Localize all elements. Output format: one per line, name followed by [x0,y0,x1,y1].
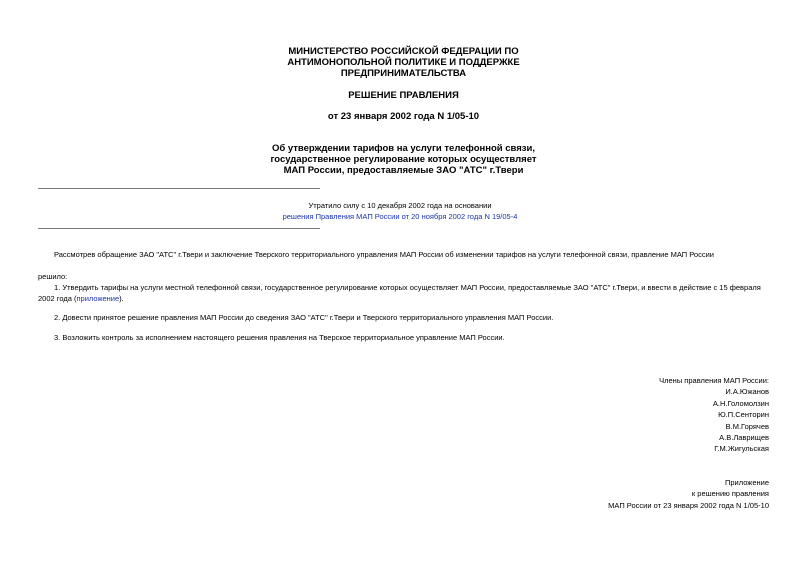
item-2-paragraph: 2. Довести принятое решение правления МАП России до сведения ЗАО "АТС" г.Твери и Тверского территориального управления МАП России. [54,313,554,322]
ministry-line: ПРЕДПРИНИМАТЕЛЬСТВА [340,68,467,79]
appendix-line: МАП России от 23 января 2002 года N 1/05-10 [608,500,769,510]
item-1-paragraph [38,283,770,304]
member-name: А.В.Лаврищев [719,433,769,443]
decision-date: от 23 января 2002 года N 1/05-10 [327,111,480,122]
appendix-link[interactable]: приложение [76,293,120,303]
appendix-header [608,477,769,511]
subject-line: Об утверждении тарифов на услуги телефонной связи, [271,143,536,154]
decision-title: РЕШЕНИЕ ПРАВЛЕНИЯ [348,90,459,101]
appendix-line: Приложение [725,478,769,487]
divider-bottom [38,228,320,229]
resolved-label: решило: [38,272,68,281]
signatures-title: Члены правления МАП России: [659,376,769,385]
ministry-heading [0,46,807,79]
considering-paragraph: Рассмотрев обращение ЗАО "АТС" г.Твери и заключение Тверского территориального управления МАП России об изменении тарифов на услуги телефонной связи, правление МАП России [54,250,714,259]
revocation-text: Утратило силу с 10 декабря 2002 года на основании [308,201,492,210]
item-1-end: ). [119,293,124,303]
item-3-paragraph: 3. Возложить контроль за исполнением настоящего решения правления на Тверское территориальное управление МАП России. [54,333,505,342]
member-name: И.А.Южанов [725,387,769,397]
decision-subject [0,143,807,176]
member-name: А.Н.Голомолзин [712,398,769,408]
item-1-text: 1. Утвердить тарифы на услуги местной телефонной связи, государственное регулирование которых осуществляет МАП России, предоставляемые ЗАО "АТС" г.Твери, и ввести в действие с 15 февраля 2002 года ( [38,283,761,303]
subject-line: МАП России, предоставляемые ЗАО "АТС" г.Твери [283,165,524,176]
revocation-link[interactable]: решения Правления МАП России от 20 ноября 2002 года N 19/05-4 [282,212,518,221]
signatures-block [659,375,769,455]
divider-top [38,188,320,189]
member-name: В.М.Горячев [725,421,769,431]
member-name: Г.М.Жигульская [714,444,769,454]
appendix-line: к решению правления [691,489,769,499]
ministry-line: АНТИМОНОПОЛЬНОЙ ПОЛИТИКЕ И ПОДДЕРЖКЕ [287,57,520,68]
revocation-note [200,200,600,222]
member-name: Ю.П.Сенторин [718,410,769,420]
subject-line: государственное регулирование которых осуществляет [270,154,537,165]
ministry-line: МИНИСТЕРСТВО РОССИЙСКОЙ ФЕДЕРАЦИИ ПО [288,46,519,57]
